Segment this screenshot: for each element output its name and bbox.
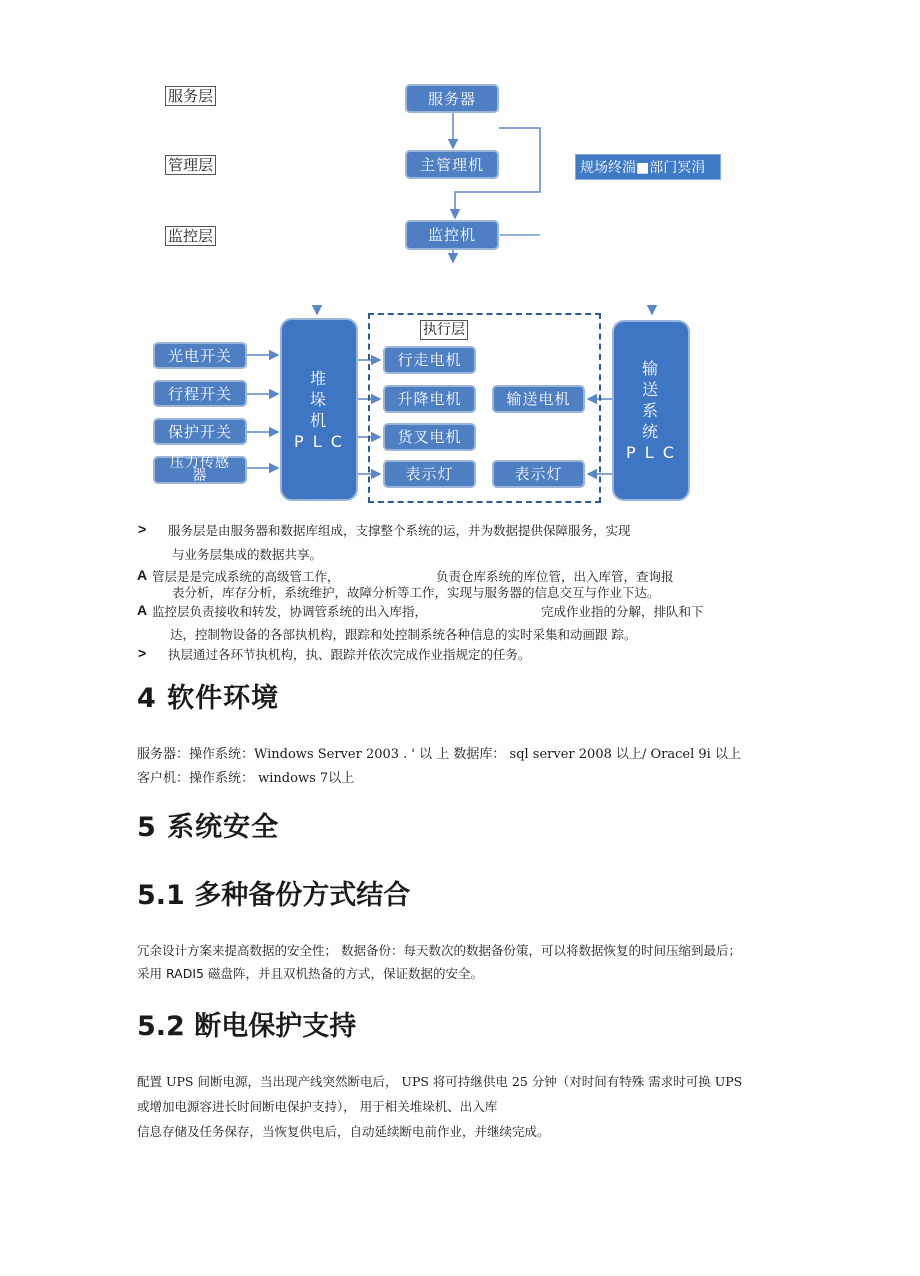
bullet-text: 服务层是由服务器和数据库组成，支撑整个系统的运，并为数据提供保障服务，实现 [168, 523, 631, 538]
bullet-marker: A [137, 567, 148, 583]
section-heading-power: 5.2 断电保护支持 [137, 1011, 357, 1042]
exec-box-indicator-right: 表示灯 [492, 460, 585, 488]
stacker-plc-box [280, 318, 358, 501]
bullet-text: 负责仓库系统的库位管，出入库管，查询报 [436, 569, 674, 584]
bullet-text: 完成作业指的分解，排队和下 [541, 604, 704, 619]
sensor-box-protection: 保护开关 [153, 418, 247, 445]
exec-box-travel-motor: 行走电机 [383, 346, 476, 374]
conveyor-plc-label: 输 送 系 统 P L C [626, 359, 676, 462]
sensor-box-photoelectric: 光电开关 [153, 342, 247, 369]
layer-label-management: 管理层 [165, 155, 216, 175]
section-heading-software: 4 软件环境 [137, 683, 280, 714]
bullet-marker: A [137, 602, 148, 618]
bullet-text: 管层是是完成系统的高级管工作， [152, 569, 340, 584]
bullet-text: 达，控制物设备的各部执机构，跟踪和处控制系统各种信息的实时采集和动画跟 踪。 [170, 627, 637, 642]
section-heading-backup: 5.1 多种备份方式结合 [137, 880, 411, 911]
exec-box-conveyor-motor: 输送电机 [492, 385, 585, 413]
exec-box-fork-motor: 货叉电机 [383, 423, 476, 451]
bullet-text: 执层通过各环节执机构，执、跟踪并依次完成作业指规定的任务。 [168, 647, 531, 662]
stacker-plc-label: 堆 垛 机 P L C [294, 368, 344, 451]
side-note-box: 规场终湍■部门冥涓 [575, 154, 721, 180]
exec-box-lift-motor: 升降电机 [383, 385, 476, 413]
software-env-client: 客户机：操作系统： windows 7以上 [137, 771, 355, 786]
ups-text-line: 配置 UPS 间断电源，当出现产线突然断电后， UPS 将可持继供电 25 分钟（对时间有特殊 需求时可换 UPS [137, 1074, 743, 1089]
bullet-text: 监控层负责接收和转发，协调管系统的出入库指， [152, 604, 428, 619]
backup-text-line: 冗余设计方案来提高数据的安全性； 数据备份：每天数次的数据备份策，可以将数据恢复的时间压缩到最后； [137, 943, 741, 958]
section-heading-security: 5 系统安全 [137, 812, 280, 843]
conveyor-plc-box [612, 320, 690, 501]
software-env-server: 服务器：操作系统：Windows Server 2003 . ' 以 上 数据库： sql server 2008 以上/ Oracel 9i 以上 [137, 747, 741, 762]
bullet-text: 表分析，库存分析，系统维护，故障分析等工作，实现与服务器的信息交互与作业下达。 [172, 585, 660, 600]
bullet-text: 与业务层集成的数据共享。 [172, 547, 323, 562]
layer-label-monitor: 监控层 [165, 226, 216, 246]
manager-box: 主管理机 [405, 150, 499, 179]
execution-layer-label: 执行层 [420, 320, 468, 340]
bullet-marker: > [138, 645, 147, 661]
server-box: 服务器 [405, 84, 499, 113]
backup-text-line: 采用 RADI5 磁盘阵，并且双机热备的方式，保证数据的安全。 [137, 966, 483, 981]
sensor-box-pressure: 压力传感器 [153, 456, 247, 484]
sensor-box-travel: 行程开关 [153, 380, 247, 407]
monitor-box: 监控机 [405, 220, 499, 250]
bullet-marker: > [138, 521, 147, 537]
ups-text-line: 信息存储及任务保存，当恢复供电后，自动延续断电前作业，并继续完成。 [137, 1124, 550, 1139]
exec-box-indicator-left: 表示灯 [383, 460, 476, 488]
ups-text-line: 或增加电源容进长时间断电保护支持）， 用于相关堆垛机、出入库 [137, 1099, 498, 1114]
layer-label-service: 服务层 [165, 86, 216, 106]
